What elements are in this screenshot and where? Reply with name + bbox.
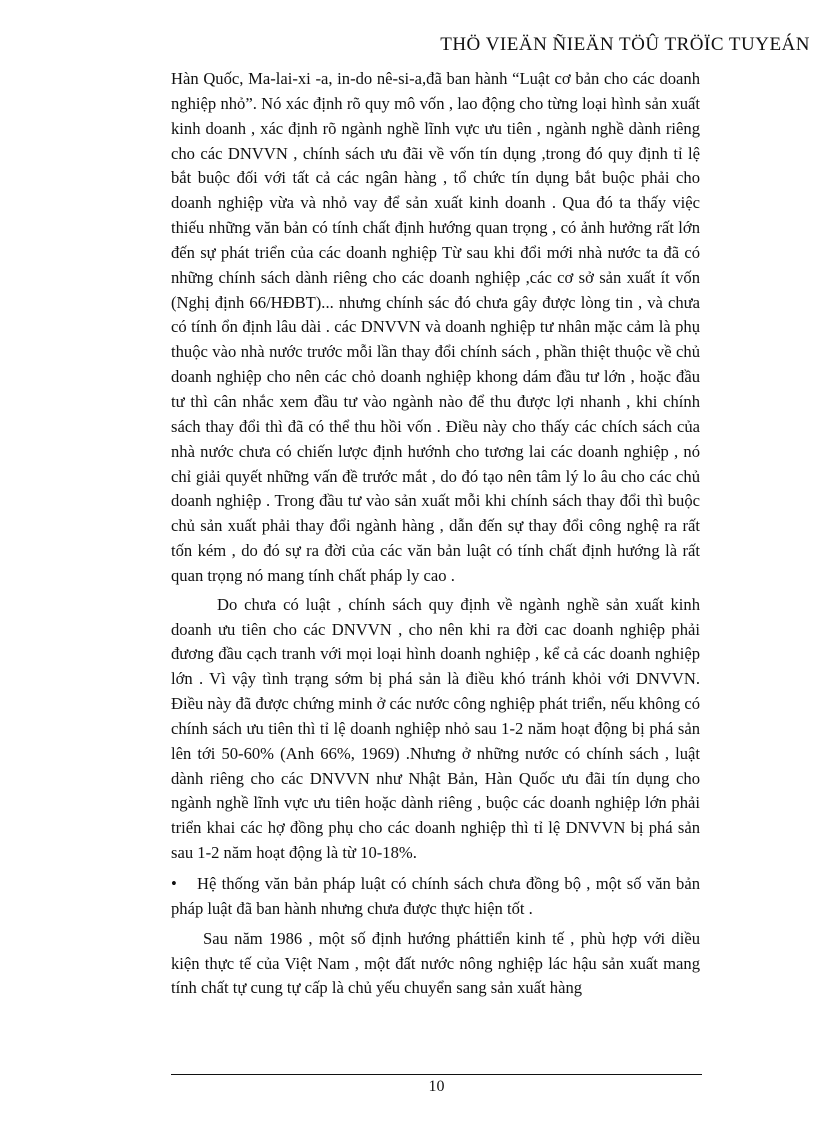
paragraph-2: Do chưa có luật , chính sách quy định về ngành nghề sản xuất kinh doanh ưu tiên cho các DNVVN , cho nên khi ra đời cac doanh nghiệp phải đương đầu cạch tranh với mọi loại hình doanh nghiệp , kể cả các doanh nghiệp lớn . Vì vậy tình trạng sớm bị phá sản là điều khó tránh khỏi với DNVVN. Điều này đã được chứng minh ở các nước công nghiệp phát triển, nếu không có chính sách ưu tiên thì tỉ lệ doanh nghiệp nhỏ sau 1-2 năm hoạt động bị phá sản lên tới 50-60% (Anh 66%, 1969) .Nhưng ở những nước có chính sách , luật dành riêng cho các DNVVN như Nhật Bản, Hàn Quốc ưu đãi tín dụng cho ngành nghề lĩnh vực ưu tiên hoặc dành riêng , buộc các doanh nghiệp lớn phải triển khai các hợ đồng phụ cho các doanh nghiệp thì tỉ lệ DNVVN bị phá sản sau 1-2 năm hoạt động là từ 10-18%.: [171, 594, 700, 863]
document-body: [171, 67, 700, 1001]
page-number: 10: [428, 1078, 445, 1095]
bullet-icon: •: [171, 874, 177, 893]
bullet-text: Hệ thống văn bản pháp luật có chính sách chưa đồng bộ , một số văn bản pháp luật đã ban hành nhưng chưa được thực hiện tốt .: [171, 874, 700, 918]
footer-divider: [171, 1074, 702, 1075]
bullet-item: [171, 872, 700, 922]
paragraph-4: Sau năm 1986 , một số định hướng pháttiển kinh tế , phù hợp với diều kiện thực tế của Việt Nam , một đất nước nông nghiệp lác hậu sản xuất mang tính chất tự cung tự cấp là chủ yếu chuyển sang sản xuất hàng: [171, 928, 700, 998]
paragraph-1: Hàn Quốc, Ma-lai-xi -a, in-do nê-si-a,đã ban hành “Luật cơ bản cho các doanh nghiệp nhỏ”. Nó xác định rõ quy mô vốn , lao động cho từng loại hình sản xuất kinh doanh , xác định rõ ngành nghề lĩnh vực ưu tiên , ngành nghề dành riêng cho các DNVVN , chính sách ưu đãi về vốn tín dụng ,trong đó quy định tỉ lệ bắt buộc đối với tất cả các ngân hàng , tổ chức tín dụng bắt buộc phải cho doanh nghiệp vừa và nhỏ vay để sản xuất kinh doanh . Qua đó ta thấy việc thiếu những văn bản có tính chất định hướng quan trọng , có ảnh hưởng rất lớn đến sự phát triển của các doanh nghiệp Từ sau khi đổi mới nhà nước ta đã có những chính sách dành riêng cho các doanh nghiệp ,các cơ sở sản xuất ít vốn (Nghị định 66/HĐBT)... nhưng chính sác đó chưa gây được lòng tin , và chưa có tính ổn định lâu dài . các DNVVN và doanh nghiệp tư nhân mặc cảm là phụ thuộc vào nhà nước trước mỗi lần thay đổi chính sách , phần thiệt thuộc về chủ doanh nghiệp cho nên các chỏ doanh nghiệp khong dám đầu tư lớn , hoặc đầu tư thì cân nhắc xem đầu tư vào ngành nào để thu được lợi nhanh , khi chính sách thay đổi thì đã có thể thu hồi vốn . Điều này cho thấy các chích sách của nhà nước chưa có chiến lược định hướnh cho tương lai các doanh nghiệp , nó chỉ giải quyết những vấn đề trước mắt , do đó tạo nên tâm lý lo âu cho các chủ doanh nghiệp . Trong đầu tư vào sản xuất mỗi khi chính sách thay đổi thì buộc chủ sản xuất phải thay đổi ngành hàng , dẫn đến sự thay đổi công nghệ ra rất tốn kém , do đó sự ra đời của các văn bản luật có tính chất định hướng là rất quan trọng nó mang tính chất pháp ly cao .: [171, 69, 700, 585]
page-header: THÖ VIEÄN ÑIEÄN TÖÛ TRÖÏC TUYEÁN: [440, 34, 810, 55]
